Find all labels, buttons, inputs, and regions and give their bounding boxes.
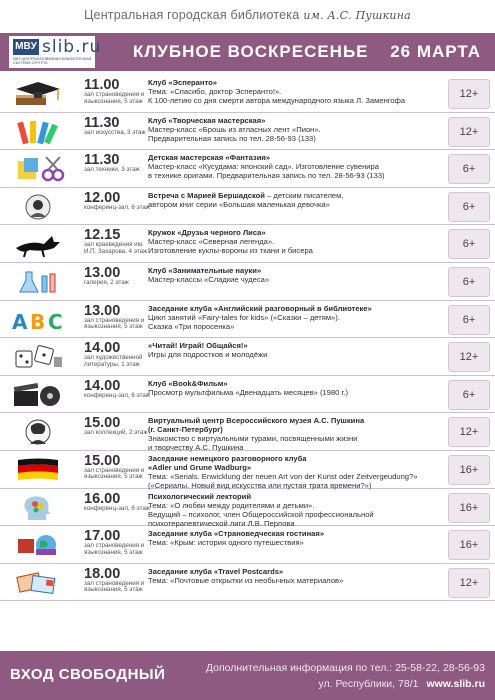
event-row (0, 150, 495, 188)
event-name: Клуб «Book&Фильм» (148, 378, 228, 388)
age-rating-badge: 6+ (448, 267, 490, 297)
scissors-icon (8, 155, 68, 183)
age-rating-badge: 6+ (448, 380, 490, 410)
event-time: 11.00 (84, 77, 120, 93)
event-description: Тема: «Спасибо, доктор Эсперанто!». (148, 87, 282, 96)
event-info (148, 567, 438, 585)
age-rating-badge: 12+ (448, 79, 490, 109)
event-description: Изготовление куклы-вороны из ткани и бисера (148, 246, 313, 256)
german-flag-icon (8, 456, 68, 484)
logo-mark: MBУ (13, 39, 39, 55)
event-place: зал страноведения и языкознания, 5 этаж (84, 316, 145, 331)
globe-travel-icon (8, 531, 68, 559)
event-info (148, 153, 438, 180)
event-name: Кружок «Друзья черного Лиса» (148, 228, 266, 238)
event-date: 26 МАРТА (390, 42, 481, 61)
graduation-cap-icon (8, 80, 68, 108)
abc-icon (8, 306, 68, 334)
event-description: («Сериалы. Новый вид искусства или пустая трата времени?») (148, 480, 372, 490)
event-place: зал страноведения и языкознания, 5 этаж (84, 542, 145, 556)
event-name-tail: – детским писателем, (264, 190, 344, 200)
age-rating-badge: 12+ (448, 417, 490, 447)
event-info (148, 379, 438, 397)
event-place: зал искусства, 3 этаж (84, 128, 146, 136)
event-name: Виртуальный центр Всероссийского музея А.С. Пушкина (148, 416, 365, 426)
event-row (0, 451, 495, 489)
library-signature: им. А.С. Пушкина (303, 9, 411, 22)
age-rating-badge: 6+ (448, 192, 490, 222)
event-row (0, 413, 495, 451)
event-row (0, 301, 495, 339)
event-place: зал техники, 3 этаж (84, 166, 140, 174)
writer-portrait-icon (8, 193, 68, 221)
logo-subtitle: МБУ ЦЕНТРАЛИЗОВАННАЯ БИБЛИОТЕЧНАЯ СИСТЕМА СУРГУТА (13, 57, 92, 65)
event-place: зал страноведения и языкознания, 5 этаж (84, 466, 145, 481)
age-rating-badge: 6+ (448, 305, 490, 335)
event-row (0, 338, 495, 376)
event-info (148, 228, 438, 255)
event-description: Знакомство с виртуальными турами, посвященными жизни (148, 434, 358, 444)
event-row (0, 564, 495, 602)
event-time: 11.30 (84, 152, 120, 169)
pencils-icon (8, 118, 68, 146)
event-description: в технике оригами. Предварительная запись по тел. 28-56-93 (133) (148, 171, 385, 181)
event-description: психотерапевтической лиги Л.В. Перлова (148, 518, 295, 528)
event-name: Заседание клуба «Английский разговорный в библиотеке» (148, 303, 372, 313)
event-description: Мастер-класс «Северная легенда». (148, 237, 275, 247)
event-name: Заседание клуба «Travel Postcards» (148, 566, 284, 576)
event-info (148, 529, 438, 547)
address: ул. Республики, 78/1 (318, 678, 419, 690)
event-name: «Читай! Играй! Общайся!» (148, 341, 248, 351)
library-name: Центральная городская библиотека (84, 8, 300, 22)
event-place: конференц-зал, 6 этаж (84, 391, 150, 399)
event-info (148, 341, 438, 359)
website-link[interactable]: www.slib.ru (426, 678, 485, 690)
event-row (0, 188, 495, 226)
age-rating-badge: 16+ (448, 530, 490, 560)
event-name-continued: (г. Санкт-Петербург) (148, 425, 223, 435)
event-name: Детская мастерская «Фантазия» (148, 153, 271, 163)
postcards-icon (8, 569, 68, 597)
event-description: Мастер-класс «Кусудама: японский сад». Изготовление сувенира (148, 162, 379, 172)
event-time: 15.00 (84, 452, 121, 469)
fox-icon (8, 230, 68, 258)
pushkin-portrait-icon (8, 418, 68, 446)
age-rating-badge: 16+ (448, 455, 490, 485)
event-info (148, 492, 438, 528)
event-row (0, 526, 495, 564)
event-description: Ведущий – психолог, член Общероссийской профессиональной (148, 509, 374, 519)
event-name: Заседание немецкого разговорного клуба (148, 453, 307, 463)
event-place: зал страноведения и языкознания, 5 этаж (84, 579, 145, 594)
event-place: зал художественной литературы, 1 этаж (84, 354, 143, 368)
event-time: 12.00 (84, 189, 121, 206)
dice-icon (8, 343, 68, 371)
film-icon (8, 381, 68, 409)
event-description: Мастер-классы «Сладкие чудеса» (148, 274, 270, 284)
event-row (0, 75, 495, 113)
event-description: Тема: «О любви между родителями и детьми». (148, 500, 315, 510)
science-flask-icon (8, 268, 68, 296)
event-place: зал коллекций, 2 этаж (84, 429, 148, 437)
event-description: Тема: «Serials. Enwicklung der neuen Art von der Kunst oder Zeitvergeudung?» (148, 471, 418, 481)
age-rating-badge: 6+ (448, 154, 490, 184)
age-rating-badge: 12+ (448, 568, 490, 598)
event-description: Мастер-класс «Брошь из атласных лент «Пион». (148, 124, 321, 134)
event-place: галерея, 2 этаж (84, 278, 129, 286)
event-time: 17.00 (84, 528, 121, 545)
event-time: 16.00 (84, 490, 121, 507)
event-row (0, 376, 495, 414)
brain-head-icon (8, 494, 68, 522)
event-time: 18.00 (84, 565, 121, 582)
event-row (0, 489, 495, 527)
age-rating-badge: 12+ (448, 117, 490, 147)
age-rating-badge: 16+ (448, 493, 490, 523)
event-description: Предварительная запись по тел. 28-56-93 (133) (148, 133, 316, 143)
event-name: Психологический лекторий (148, 491, 252, 501)
event-name: Клуб «Эсперанто» (148, 78, 217, 87)
header-bar (0, 33, 495, 71)
logo-word: slib.ru (42, 37, 102, 57)
event-name: Встреча с Марией Бершадской (148, 190, 265, 200)
contact-info: Дополнительная информация по тел.: 25-58-22, 28-56-93 (205, 662, 485, 674)
event-time: 14.00 (84, 340, 121, 357)
event-row (0, 113, 495, 151)
event-list (0, 75, 495, 601)
event-info (148, 416, 438, 452)
event-time: 12.15 (84, 227, 121, 244)
footer-bar (0, 651, 495, 700)
library-title (0, 0, 495, 30)
event-description: Тема: «Крым: история одного путешествия» (148, 538, 304, 548)
event-place: зал страноведения и языкознания, 5 этаж (84, 91, 145, 105)
event-name: Клуб «Занимательные науки» (148, 265, 262, 275)
event-name: Клуб «Творческая мастерская» (148, 115, 266, 125)
event-place: конференц-зал, 6 этаж (84, 203, 150, 211)
event-time: 13.00 (84, 264, 121, 281)
page-title: КЛУБНОЕ ВОСКРЕСЕНЬЕ (133, 42, 369, 61)
age-rating-badge: 6+ (448, 229, 490, 259)
event-name-continued: «Adler und Grune Wadburg» (148, 462, 252, 472)
event-time: 13.00 (84, 302, 121, 319)
event-description: Игры для подростков и молодёжи (148, 350, 268, 360)
event-description: Сказка «Три поросенка» (148, 321, 235, 331)
svg-text:A: A (12, 309, 28, 334)
event-name: Заседание клуба «Страноведческая гостиная» (148, 529, 325, 539)
svg-text:C: C (48, 309, 63, 334)
slib-logo[interactable] (8, 35, 102, 69)
svg-text:B: B (30, 309, 46, 334)
event-time: 14.00 (84, 377, 121, 394)
event-description: Цикл занятий «Fairy-tales for kids» («Сказки – детям»). (148, 312, 340, 322)
event-info (148, 266, 438, 284)
event-description: К 100-летию со дня смерти автора международного языка Л. Заменгофа (148, 96, 406, 105)
event-description: и творчеству А.С. Пушкина (148, 443, 244, 453)
contacts (206, 660, 485, 692)
event-description: Тема: «Почтовые открытки из необычных материалов» (148, 575, 344, 585)
event-info (148, 454, 438, 490)
event-place: конференц-зал, 6 этаж (84, 504, 150, 512)
event-time: 15.00 (84, 415, 121, 432)
event-info (148, 78, 438, 105)
event-description: автором книг серии «Большая маленькая девочка» (148, 199, 330, 209)
age-rating-badge: 12+ (448, 342, 490, 372)
event-row (0, 225, 495, 263)
event-info (148, 304, 438, 331)
free-entry-label: ВХОД СВОБОДНЫЙ (10, 666, 166, 683)
event-place: зал краеведения им. И.П. Захарова, 4 этаж (84, 241, 148, 255)
event-row (0, 263, 495, 301)
event-time: 11.30 (84, 114, 120, 131)
event-description: Просмотр мультфильма «Двенадцать месяцев» (1980 г.) (148, 387, 348, 397)
event-info (148, 191, 438, 209)
event-info (148, 116, 438, 143)
